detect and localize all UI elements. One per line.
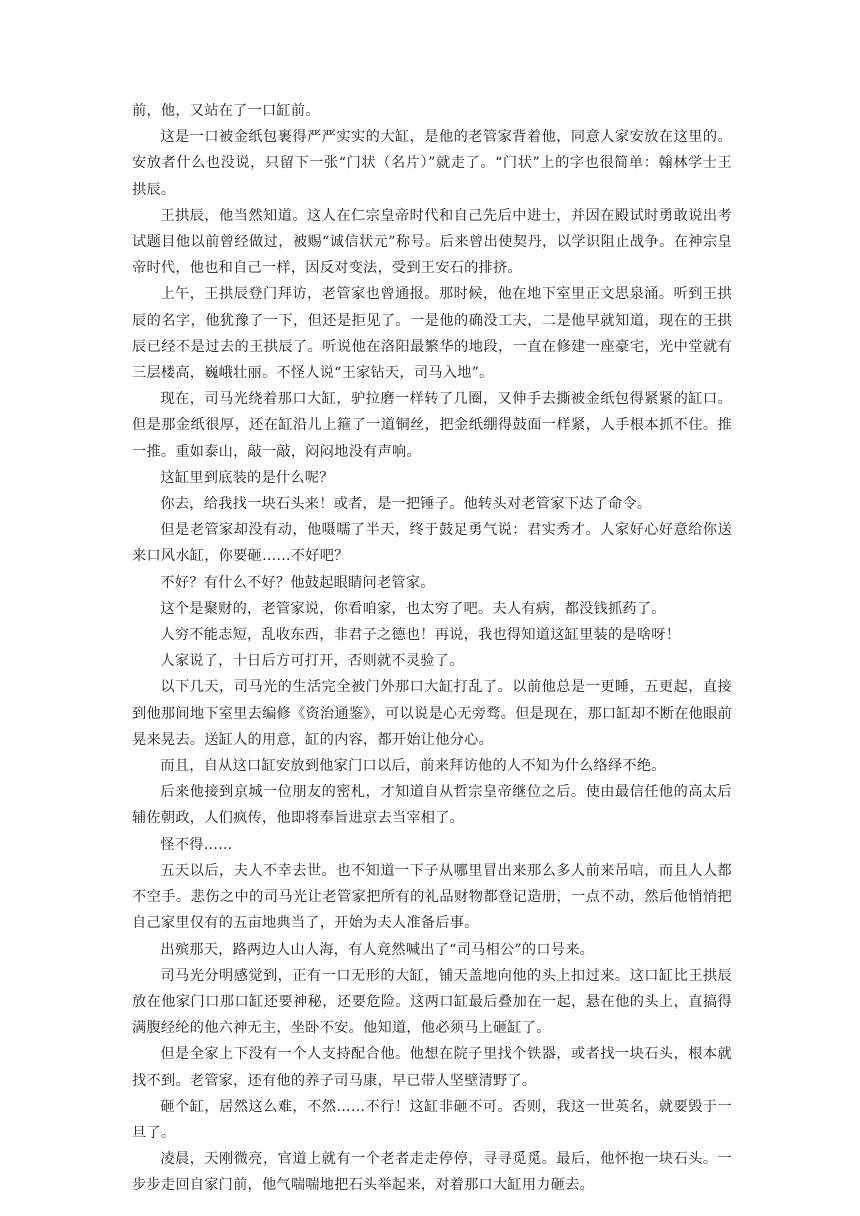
paragraph: 怪不得…… <box>160 836 233 853</box>
paragraph: 凌晨，天刚微亮，官道上就有一个老者走走停停，寻寻觅觅。最后，他怀抱一块石头。一步步走回自家门前，他气喘喘地把石头举起来，对着那口大缸用力砸去。 <box>132 1151 732 1194</box>
paragraph: 这是一口被金纸包裹得严严实实的大缸，是他的老管家背着他，同意人家安放在这里的。安放者什么也没说，只留下一张“门状（名片）”就走了。“门状”上的字也很简单：翰林学士王拱辰。 <box>132 129 732 198</box>
paragraph: 人穷不能志短，乱收东西，非君子之德也！再说，我也得知道这缸里装的是啥呀！ <box>160 627 681 644</box>
paragraph: 砸个缸，居然这么难，不然……不行！这缸非砸不可。否则，我这一世英名，就要毁于一旦了。 <box>132 1098 732 1141</box>
paragraph: 不好？有什么不好？他鼓起眼睛问老管家。 <box>160 574 435 591</box>
paragraph: 以下几天，司马光的生活完全被门外那口大缸打乱了。以前他总是一更睡，五更起，直接到他那间地下室里去编修《资治通鉴》，可以说是心无旁骛。但是现在，那口缸却不断在他眼前晃来晃去。送缸人的用意，缸的内容，都开始让他分心。 <box>132 679 732 748</box>
paragraph: 现在，司马光绕着那口大缸，驴拉磨一样转了几圈，又伸手去撕被金纸包得紧紧的缸口。但是那金纸很厚，还在缸沿儿上箍了一道铜丝，把金纸绷得鼓面一样紧，人手根本抓不住。推一推。重如泰山，敲一敲，闷闷地没有声响。 <box>132 391 732 460</box>
paragraph: 前，他，又站在了一口缸前。 <box>132 103 320 119</box>
paragraph: 你去，给我找一块石头来！或者，是一把锤子。他转头对老管家下达了命令。 <box>160 496 652 513</box>
paragraph: 王拱辰，他当然知道。这人在仁宗皇帝时代和自己先后中进士，并因在殿试时勇敢说出考试题目他以前曾经做过，被赐“诚信状元”称号。后来曾出使契丹，以学识阻止战争。在神宗皇帝时代，他也和自己一样，因反对变法，受到王安石的排挤。 <box>132 207 732 277</box>
article-body <box>132 98 732 1199</box>
paragraph: 这缸里到底装的是什么呢？ <box>160 469 334 486</box>
paragraph: 五天以后，夫人不幸去世。也不知道一下子从哪里冒出来那么多人前来吊唁，而且人人都不空手。悲伤之中的司马光让老管家把所有的礼品财物都登记造册，一点不动，然后他悄悄把自己家里仅有的五亩地典当了，开始为夫人准备后事。 <box>132 862 732 932</box>
paragraph: 但是老管家却没有动，他嗫嚅了半天，终于鼓足勇气说：君实秀才。人家好心好意给你送来口风水缸，你要砸……不好吧？ <box>132 522 732 565</box>
paragraph: 这个是聚财的，老管家说，你看咱家，也太穷了吧。夫人有病，都没钱抓药了。 <box>160 600 666 617</box>
paragraph: 上午，王拱辰登门拜访，老管家也曾通报。那时候，他在地下室里正文思泉涌。听到王拱辰的名字，他犹豫了一下，但还是拒见了。一是他的确没工夫，二是他早就知道，现在的王拱辰已经不是过去的王拱辰了。听说他在洛阳最繁华的地段，一直在修建一座豪宅，光中堂就有三层楼高，巍峨壮丽。不怪人说“王家钻天，司马入地”。 <box>132 286 732 382</box>
paragraph: 而且，自从这口缸安放到他家门口以后，前来拜访他的人不知为什么络绎不绝。 <box>160 758 666 775</box>
paragraph: 出殡那天，路两边人山人海，有人竟然喊出了“司马相公”的口号来。 <box>160 941 595 958</box>
paragraph: 司马光分明感觉到，正有一口无形的大缸，铺天盖地向他的头上扣过来。这口缸比王拱辰放在他家门口那口缸还要神秘，还要危险。这两口缸最后叠加在一起，悬在他的头上，直搞得满腹经纶的他六神无主，坐卧不安。他知道，他必须马上砸缸了。 <box>132 967 732 1037</box>
paragraph: 人家说了，十日后方可打开，否则就不灵验了。 <box>160 653 464 670</box>
paragraph: 后来他接到京城一位朋友的密札，才知道自从哲宗皇帝继位之后。使由最信任他的高太后辅佐朝政，人们疯传，他即将奉旨进京去当宰相了。 <box>132 784 732 827</box>
paragraph: 但是全家上下没有一个人支持配合他。他想在院子里找个铁器，或者找一块石头，根本就找不到。老管家，还有他的养子司马康，早已带人坚壁清野了。 <box>132 1046 732 1089</box>
